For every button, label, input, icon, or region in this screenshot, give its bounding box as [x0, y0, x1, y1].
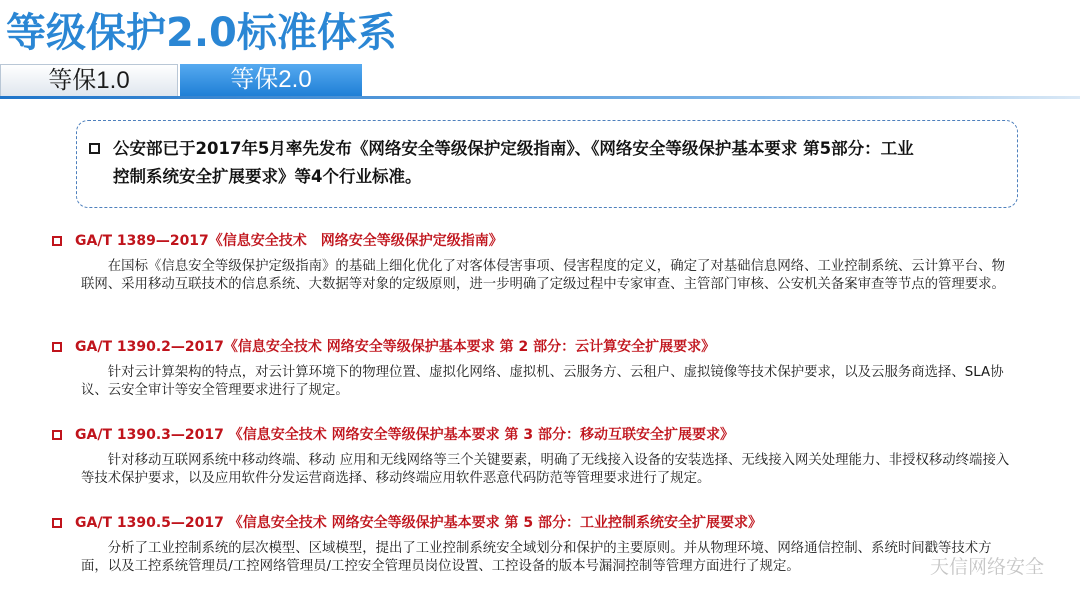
section-body: 针对移动互联网系统中移动终端、移动 应用和无线网络等三个关键要素，明确了无线接入设备的安装选择、无线接入网关处理能力、非授权移动终端接入等技术保护要求，以及应用软件分发运营商选择、移动终端应用软件恶意代码防范等管理要求进行了规定。 [81, 453, 1010, 486]
section-heading: GA/T 1389—2017《信息安全技术 网络安全等级保护定级指南》 [48, 230, 1048, 252]
section-ga-t-1390-5 [48, 512, 1048, 576]
section-body: 在国标《信息安全等级保护定级指南》的基础上细化优化了对客体侵害事项、侵害程度的定义，确定了对基础信息网络、工业控制系统、云计算平台、物联网、采用移动互联技术的信息系统、大数据等对象的定级原则，进一步明确了定级过程中专家审查、主管部门审核、公安机关备案审查等节点的管理要求。 [81, 259, 1005, 292]
section-ga-t-1390-2 [48, 336, 1048, 400]
section-heading: GA/T 1390.3—2017 《信息安全技术 网络安全等级保护基本要求 第 3 部分：移动互联安全扩展要求》 [48, 424, 1048, 446]
section-body: 针对云计算架构的特点，对云计算环境下的物理位置、虚拟化网络、虚拟机、云服务方、云租户、虚拟镜像等技术保护要求，以及云服务商选择、SLA协议、云安全审计等安全管理要求进行了规定。 [81, 365, 1004, 398]
square-bullet-icon [89, 143, 100, 154]
section-ga-t-1390-3 [48, 424, 1048, 488]
section-heading: GA/T 1390.2—2017《信息安全技术 网络安全等级保护基本要求 第 2 部分：云计算安全扩展要求》 [48, 336, 1048, 358]
tab-dengbao-2[interactable]: 等保2.0 [180, 64, 362, 96]
page-title: 等级保护2.0标准体系 [6, 10, 397, 56]
red-square-bullet-icon [52, 342, 62, 352]
red-square-bullet-icon [52, 518, 62, 528]
section-heading: GA/T 1390.5—2017 《信息安全技术 网络安全等级保护基本要求 第 5 部分：工业控制系统安全扩展要求》 [48, 512, 1048, 534]
red-square-bullet-icon [52, 236, 62, 246]
tab-strip [0, 64, 1080, 98]
intro-callout [76, 120, 1018, 208]
tab-dengbao-1[interactable]: 等保1.0 [0, 64, 178, 96]
tab-baseline [0, 96, 1080, 99]
section-body: 分析了工业控制系统的层次模型、区域模型，提出了工业控制系统安全域划分和保护的主要原则。并从物理环境、网络通信控制、系统时间戳等技术方面，以及工控系统管理员/工控网络管理员/工控安全管理员岗位设置、工控设备的版本号漏洞控制等管理方面进行了规定。 [81, 541, 992, 574]
intro-text [113, 135, 1013, 191]
intro-line-2: 控制系统安全扩展要求》等4个行业标准。 [113, 167, 422, 186]
section-ga-t-1389 [48, 230, 1048, 294]
watermark: 天信网络安全 [929, 556, 1044, 578]
red-square-bullet-icon [52, 430, 62, 440]
intro-line-1: 公安部已于2017年5月率先发布《网络安全等级保护定级指南》、《网络安全等级保护基本要求 第5部分：工业 [113, 139, 914, 158]
